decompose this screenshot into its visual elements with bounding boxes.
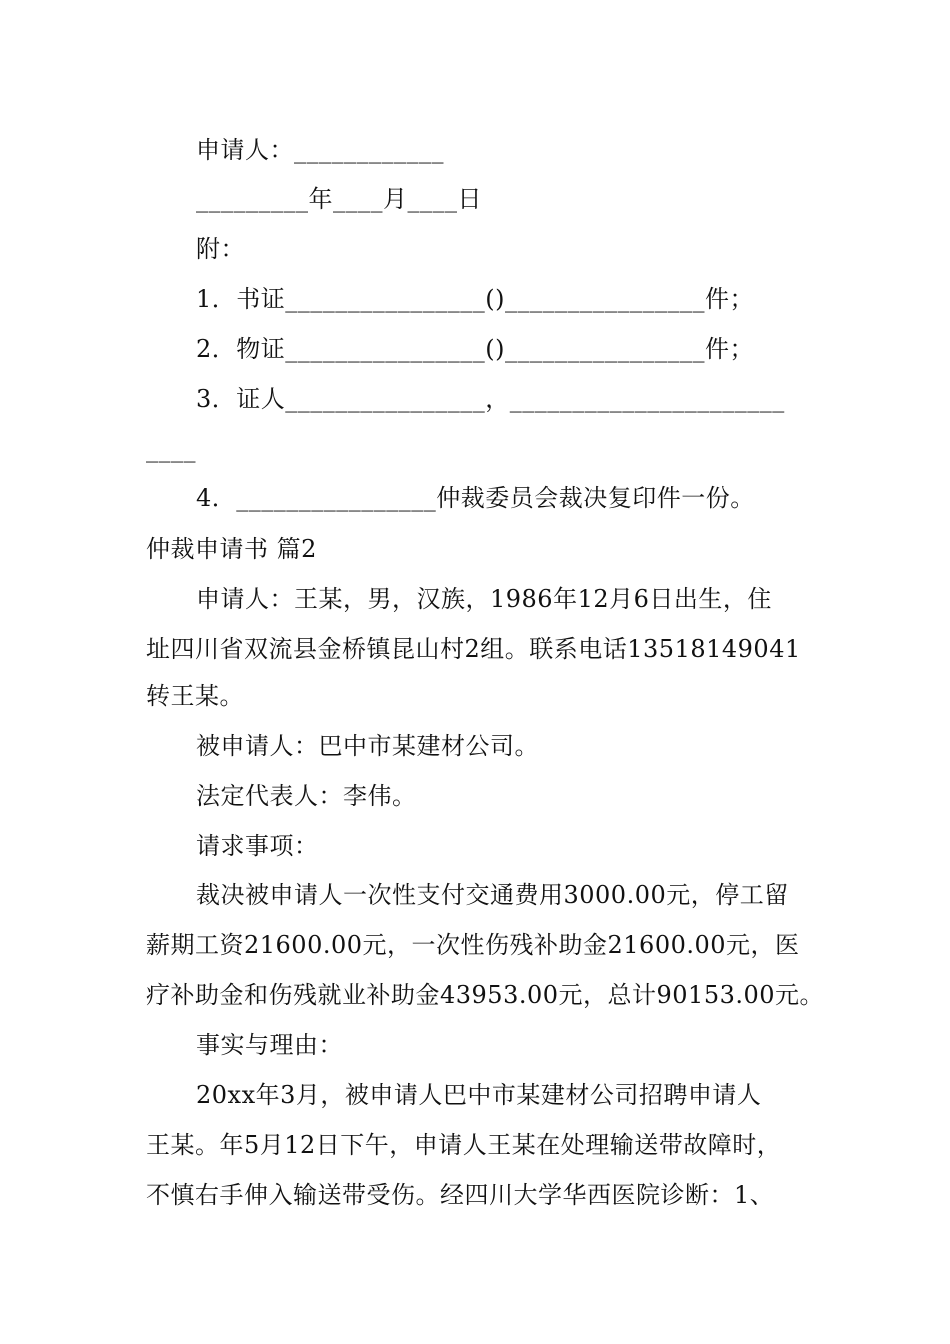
claims-heading: 请求事项： [196,832,319,860]
facts-line-2: 王某。年5月12日下午，申请人王某在处理输送带故障时， [146,1131,782,1159]
facts-line-1: 20xx年3月，被申请人巴中市某建材公司招聘申请人 [196,1081,762,1109]
attachment-item-witness-continued: ____ [146,435,196,463]
facts-heading: 事实与理由： [196,1031,343,1059]
attachment-item-physical: 2．物证________________()________________件； [196,335,754,363]
applicant-info-line-3: 转王某。 [146,682,244,710]
claims-line-1: 裁决被申请人一次性支付交通费用3000.00元，停工留 [196,881,789,909]
claims-line-2: 薪期工资21600.00元，一次性伤残补助金21600.00元，医 [146,931,800,959]
date-line: _________年____月____日 [196,185,482,213]
applicant-info-line-2: 址四川省双流县金桥镇昆山村2组。联系电话13518149041 [146,635,801,663]
claims-line-3: 疗补助金和伤残就业补助金43953.00元，总计90153.00元。 [146,981,825,1009]
legal-representative: 法定代表人：李伟。 [196,782,417,810]
applicant-signature-line: 申请人：____________ [196,136,444,164]
attachment-item-documentary: 1．书证________________()________________件； [196,285,754,313]
facts-line-3: 不慎右手伸入输送带受伤。经四川大学华西医院诊断：1、 [146,1181,775,1209]
attachment-item-ruling-copy: 4．________________仲裁委员会裁决复印件一份。 [196,484,755,512]
section-title: 仲裁申请书 篇2 [146,535,317,563]
applicant-info-line-1: 申请人：王某，男，汉族，1986年12月6日出生，住 [196,585,772,613]
respondent-info: 被申请人：巴中市某建材公司。 [196,732,539,760]
attachment-item-witness: 3．证人________________，______________________ [196,385,785,413]
attachments-heading: 附： [196,235,245,263]
